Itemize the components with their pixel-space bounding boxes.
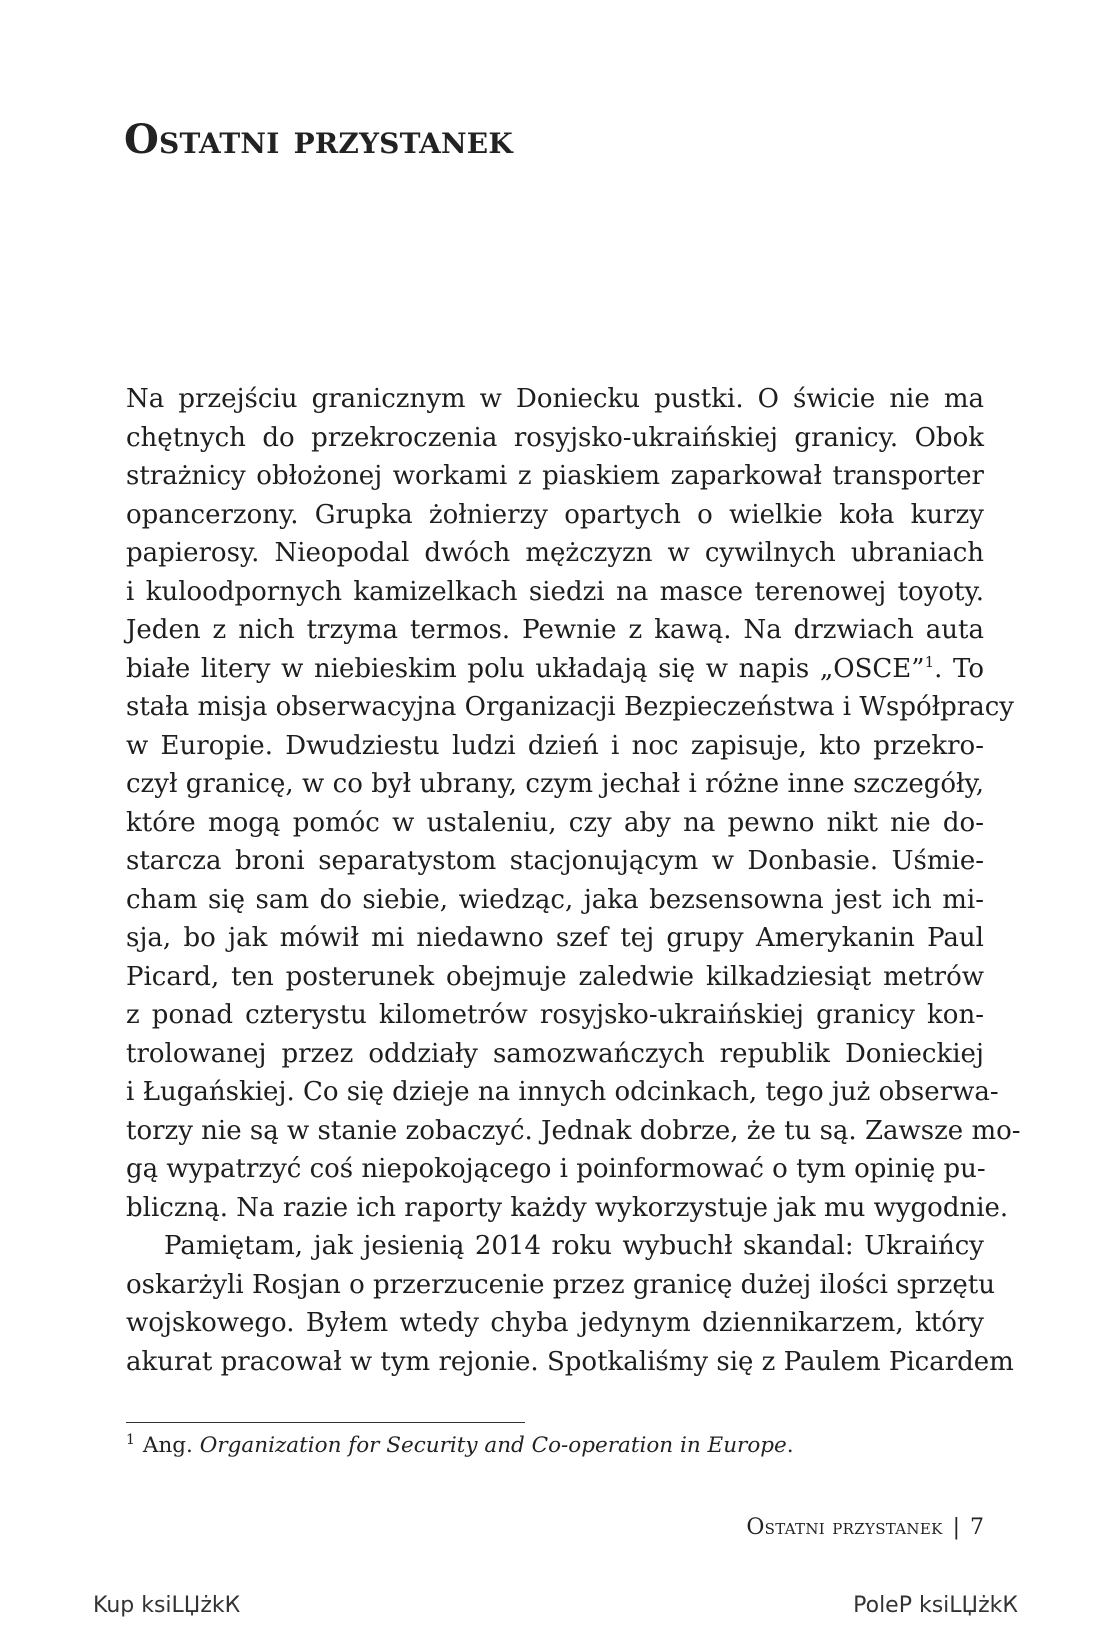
- text-line: czył granicę, w co był ubrany, czym jechał i różne inne szczegóły,: [126, 769, 984, 799]
- text-line: starcza broni separatystom stacjonującym w Donbasie. Uśmie-: [126, 846, 984, 876]
- text-line: torzy nie są w stanie zobaczyć. Jednak dobrze, że tu są. Zawsze mo-: [126, 1115, 1021, 1146]
- text-line-part: . To: [934, 653, 984, 684]
- running-footer: [746, 1515, 984, 1540]
- text-line: papierosy. Nieopodal dwóch mężczyzn w cywilnych ubraniach: [126, 538, 984, 568]
- footnote-reference: 1: [924, 652, 935, 671]
- footnote-prefix: Ang.: [142, 1433, 193, 1458]
- footnote-suffix: .: [786, 1433, 794, 1458]
- text-line: gą wypatrzyć coś niepokojącego i poinformować o tym opinię pu-: [126, 1154, 986, 1184]
- text-line: bliczną. Na razie ich raporty każdy wykorzystuje jak mu wygodnie.: [126, 1192, 1009, 1223]
- chapter-title: Ostatni przystanek: [124, 116, 513, 163]
- body-text: [126, 380, 1021, 1381]
- text-line: Picard, ten posterunek obejmuje zaledwie kilkadziesiąt metrów: [126, 961, 984, 992]
- footnote: [126, 1431, 794, 1461]
- text-line: które mogą pomóc w ustaleniu, czy aby na pewno nikt nie do-: [126, 807, 984, 838]
- text-line: i Ługańskiej. Co się dzieje na innych odcinkach, tego już obserwa-: [126, 1077, 999, 1107]
- text-line: Na przejściu granicznym w Doniecku pustki. O świcie nie ma: [126, 384, 984, 414]
- text-line: Pamiętam, jak jesienią 2014 roku wybuchł skandal: Ukraińcy: [164, 1231, 984, 1261]
- text-line: z ponad czterystu kilometrów rosyjsko-ukraińskiej granicy kon-: [126, 1000, 984, 1030]
- text-line: w Europie. Dwudziestu ludzi dzień i noc zapisuje, kto przekro-: [126, 730, 984, 761]
- text-line: trolowanej przez oddziały samozwańczych republik Donieckiej: [126, 1038, 984, 1069]
- text-line: i kuloodpornych kamizelkach siedzi na masce terenowej toyoty.: [126, 576, 984, 607]
- text-line: chętnych do przekroczenia rosyjsko-ukraińskiej granicy. Obok: [126, 422, 984, 453]
- text-line: opancerzony. Grupka żołnierzy opartych o wielkie koła kurzy: [126, 499, 984, 530]
- text-line: strażnicy obłożonej workami z piaskiem zaparkował transporter: [126, 461, 984, 491]
- footnote-divider: [126, 1422, 525, 1423]
- page-number: 7: [970, 1515, 984, 1540]
- text-line-with-footnote: [126, 650, 984, 689]
- text-line: stała misja obserwacyjna Organizacji Bezpieczeństwa i Współpracy: [126, 692, 1014, 722]
- recommend-book-link[interactable]: PoleР ksiLЏżkК: [853, 1593, 1018, 1618]
- text-line-part: białe litery w niebieskim polu układają się w napis „OSCE”: [126, 653, 925, 684]
- text-line: akurat pracował w tym rejonie. Spotkaliśmy się z Paulem Picardem: [126, 1346, 1014, 1377]
- buy-book-link[interactable]: Kup ksiLЏżkК: [93, 1593, 241, 1618]
- text-line: cham się sam do siebie, wiedząc, jaka bezsensowna jest ich mi-: [126, 884, 984, 915]
- running-footer-title: Ostatni przystanek: [746, 1515, 943, 1540]
- running-footer-separator: |: [952, 1515, 960, 1540]
- footnote-text: Organization for Security and Co-operation in Europe: [199, 1433, 787, 1458]
- text-line: oskarżyli Rosjan o przerzucenie przez granicę dużej ilości sprzętu: [126, 1269, 995, 1300]
- footnote-number: 1: [126, 1432, 135, 1448]
- text-line: Jeden z nich trzyma termos. Pewnie z kawą. Na drzwiach auta: [126, 615, 984, 645]
- text-line: sja, bo jak mówił mi niedawno szef tej grupy Amerykanin Paul: [126, 923, 984, 953]
- text-line: wojskowego. Byłem wtedy chyba jedynym dziennikarzem, który: [126, 1308, 984, 1338]
